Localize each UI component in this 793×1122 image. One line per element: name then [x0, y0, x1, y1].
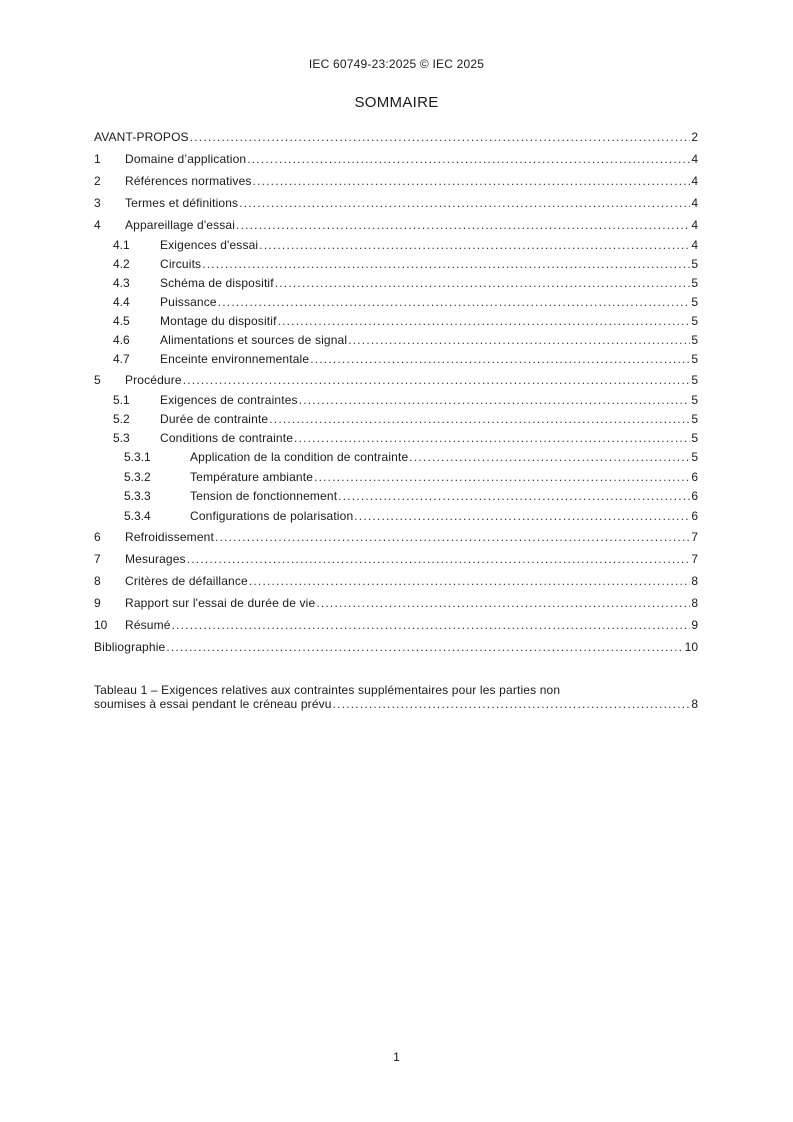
leader-dots: [215, 526, 690, 548]
leader-dots: [218, 293, 691, 312]
toc-entry-title: Rapport sur l'essai de durée de vie: [125, 596, 316, 611]
toc-entry[interactable]: [94, 312, 698, 331]
toc-entry-number: 5.3: [113, 431, 130, 445]
toc-entry-number: 1: [94, 152, 101, 166]
leader-dots: [409, 448, 690, 467]
toc-entry[interactable]: [94, 570, 698, 592]
toc-entry-page: 5: [691, 352, 698, 366]
toc-entry-title: Puissance: [160, 295, 217, 309]
toc-entry-number: 4.2: [113, 257, 130, 271]
leader-dots: [172, 614, 691, 636]
table-entry-title-line2: soumises à essai pendant le créneau prévu: [94, 697, 332, 711]
leader-dots: [275, 274, 691, 293]
leader-dots: [338, 487, 690, 506]
toc-entry-page: 5: [691, 393, 698, 407]
leader-dots: [236, 214, 690, 236]
toc-entry-page: 9: [691, 618, 698, 633]
toc-entry-number: 5.3.2: [124, 469, 151, 484]
toc-entry[interactable]: [94, 410, 698, 429]
toc-entry[interactable]: [94, 526, 698, 548]
toc-entry-title: Appareillage d'essai: [125, 218, 236, 232]
toc-entry-title: Configurations de polarisation: [190, 508, 354, 523]
toc-entry-page: 5: [691, 314, 698, 328]
toc-entry[interactable]: [94, 429, 698, 448]
toc-entry[interactable]: [94, 614, 698, 636]
table-entry-title-line1[interactable]: Tableau 1 – Exigences relatives aux contraintes supplémentaires pour les parties non: [94, 683, 561, 697]
toc-entry-number: 4.6: [113, 333, 130, 347]
toc-entry[interactable]: [94, 548, 698, 570]
toc-entry-number: 5.1: [113, 393, 130, 407]
toc-entry-number: 9: [94, 596, 101, 611]
toc-entry-title: Enceinte environnementale: [160, 352, 310, 366]
toc-entry-number: 3: [94, 196, 101, 210]
toc-entry-number: 6: [94, 530, 101, 545]
toc-entry-number: 5.3.1: [124, 450, 151, 464]
toc-entry[interactable]: [94, 126, 698, 148]
toc-entry-number: 5.2: [113, 412, 130, 426]
toc-entry-title: AVANT-PROPOS: [94, 130, 189, 144]
toc-entry-title: Tension de fonctionnement: [190, 489, 338, 504]
toc-entry-title: Exigences d'essai: [160, 238, 259, 252]
toc-entry[interactable]: [94, 331, 698, 350]
toc-entry[interactable]: [94, 255, 698, 274]
leader-dots: [183, 369, 691, 391]
toc-entry-title: Température ambiante: [190, 469, 314, 484]
table-of-contents: [94, 126, 698, 658]
leader-dots: [259, 236, 690, 255]
leader-dots: [269, 410, 690, 429]
toc-entry[interactable]: [94, 592, 698, 614]
toc-entry[interactable]: [94, 274, 698, 293]
leader-dots: [239, 192, 690, 214]
toc-entry[interactable]: [94, 293, 698, 312]
toc-entry-title: Domaine d’application: [125, 152, 247, 166]
toc-entry-page: 5: [691, 276, 698, 290]
toc-entry-title: Critères de défaillance: [125, 574, 248, 589]
leader-dots: [299, 391, 691, 410]
leader-dots: [247, 148, 690, 170]
page-number: 1: [393, 1050, 400, 1064]
toc-entry-number: 2: [94, 174, 101, 188]
leader-dots: [316, 592, 690, 614]
leader-dots: [249, 570, 690, 592]
toc-entry[interactable]: [94, 192, 698, 214]
table-entry-line2[interactable]: [94, 697, 698, 711]
leader-dots: [202, 255, 690, 274]
leader-dots: [166, 636, 683, 658]
toc-entry[interactable]: [94, 636, 698, 658]
leader-dots: [314, 468, 690, 487]
toc-entry-title: Conditions de contrainte: [160, 431, 294, 445]
toc-entry-page: 5: [691, 373, 698, 387]
toc-entry[interactable]: [94, 507, 698, 527]
leader-dots: [310, 350, 690, 369]
toc-entry-number: 4.5: [113, 314, 130, 328]
toc-entry-page: 6: [691, 489, 698, 504]
toc-entry-title: Termes et définitions: [125, 196, 239, 210]
toc-entry[interactable]: [94, 369, 698, 391]
toc-entry-page: 8: [691, 596, 698, 611]
toc-entry-page: 5: [691, 431, 698, 445]
toc-entry-title: Durée de contrainte: [160, 412, 269, 426]
page-title: SOMMAIRE: [354, 94, 439, 111]
toc-entry-number: 5: [94, 373, 101, 387]
toc-entry[interactable]: [94, 214, 698, 236]
toc-entry-number: 4.7: [113, 352, 130, 366]
toc-entry-page: 8: [691, 574, 698, 589]
toc-entry-page: 4: [691, 174, 698, 188]
leader-dots: [294, 429, 690, 448]
toc-entry-number: 8: [94, 574, 101, 589]
toc-entry-page: 6: [691, 508, 698, 523]
toc-entry-page: 5: [691, 450, 698, 464]
toc-entry-number: 5.3.3: [124, 489, 151, 504]
leader-dots: [333, 697, 691, 711]
toc-entry-title: Refroidissement: [125, 530, 214, 545]
toc-entry-title: Schéma de dispositif: [160, 276, 274, 290]
leader-dots: [348, 331, 690, 350]
toc-entry[interactable]: [94, 391, 698, 410]
leader-dots: [253, 170, 691, 192]
leader-dots: [190, 126, 691, 148]
toc-entry-number: 4.3: [113, 276, 130, 290]
toc-entry-title: Exigences de contraintes: [160, 393, 298, 407]
toc-entry-page: 4: [691, 152, 698, 166]
toc-entry-number: 5.3.4: [124, 508, 151, 523]
toc-entry-page: 2: [691, 130, 698, 144]
toc-entry-title: Application de la condition de contrainte: [190, 450, 409, 464]
toc-entry[interactable]: [94, 236, 698, 255]
toc-entry-page: 4: [691, 196, 698, 210]
list-of-tables: [94, 683, 698, 711]
toc-entry-page: 4: [691, 218, 698, 232]
toc-entry-page: 5: [691, 257, 698, 271]
toc-entry-page: 5: [691, 412, 698, 426]
toc-entry-page: 5: [691, 295, 698, 309]
toc-entry-number: 4.4: [113, 295, 130, 309]
toc-entry[interactable]: [94, 350, 698, 369]
toc-entry-number: 10: [94, 618, 108, 633]
toc-entry-title: Montage du dispositif: [160, 314, 277, 328]
toc-entry[interactable]: [94, 468, 698, 488]
toc-entry-number: 7: [94, 552, 101, 567]
leader-dots: [278, 312, 691, 331]
document-header: IEC 60749-23:2025 © IEC 2025: [308, 57, 485, 71]
toc-entry-page: 4: [691, 238, 698, 252]
toc-entry[interactable]: [94, 487, 698, 507]
leader-dots: [187, 548, 691, 570]
toc-entry[interactable]: [94, 170, 698, 192]
toc-entry-number: 4.1: [113, 238, 130, 252]
toc-entry-title: Références normatives: [125, 174, 252, 188]
toc-entry[interactable]: [94, 148, 698, 170]
toc-entry-number: 4: [94, 218, 101, 232]
toc-entry-page: 6: [691, 469, 698, 484]
toc-entry-title: Bibliographie: [94, 640, 166, 655]
leader-dots: [354, 507, 690, 526]
toc-entry-title: Résumé: [125, 618, 171, 633]
table-entry-page: 8: [691, 697, 698, 711]
toc-entry-page: 7: [691, 530, 698, 545]
toc-entry-title: Mesurages: [125, 552, 186, 567]
toc-entry-page: 10: [684, 640, 698, 655]
toc-entry-title: Procédure: [125, 373, 182, 387]
toc-entry-title: Alimentations et sources de signal: [160, 333, 348, 347]
toc-entry[interactable]: [94, 448, 698, 468]
toc-entry-page: 5: [691, 333, 698, 347]
toc-entry-page: 7: [691, 552, 698, 567]
toc-entry-title: Circuits: [160, 257, 202, 271]
